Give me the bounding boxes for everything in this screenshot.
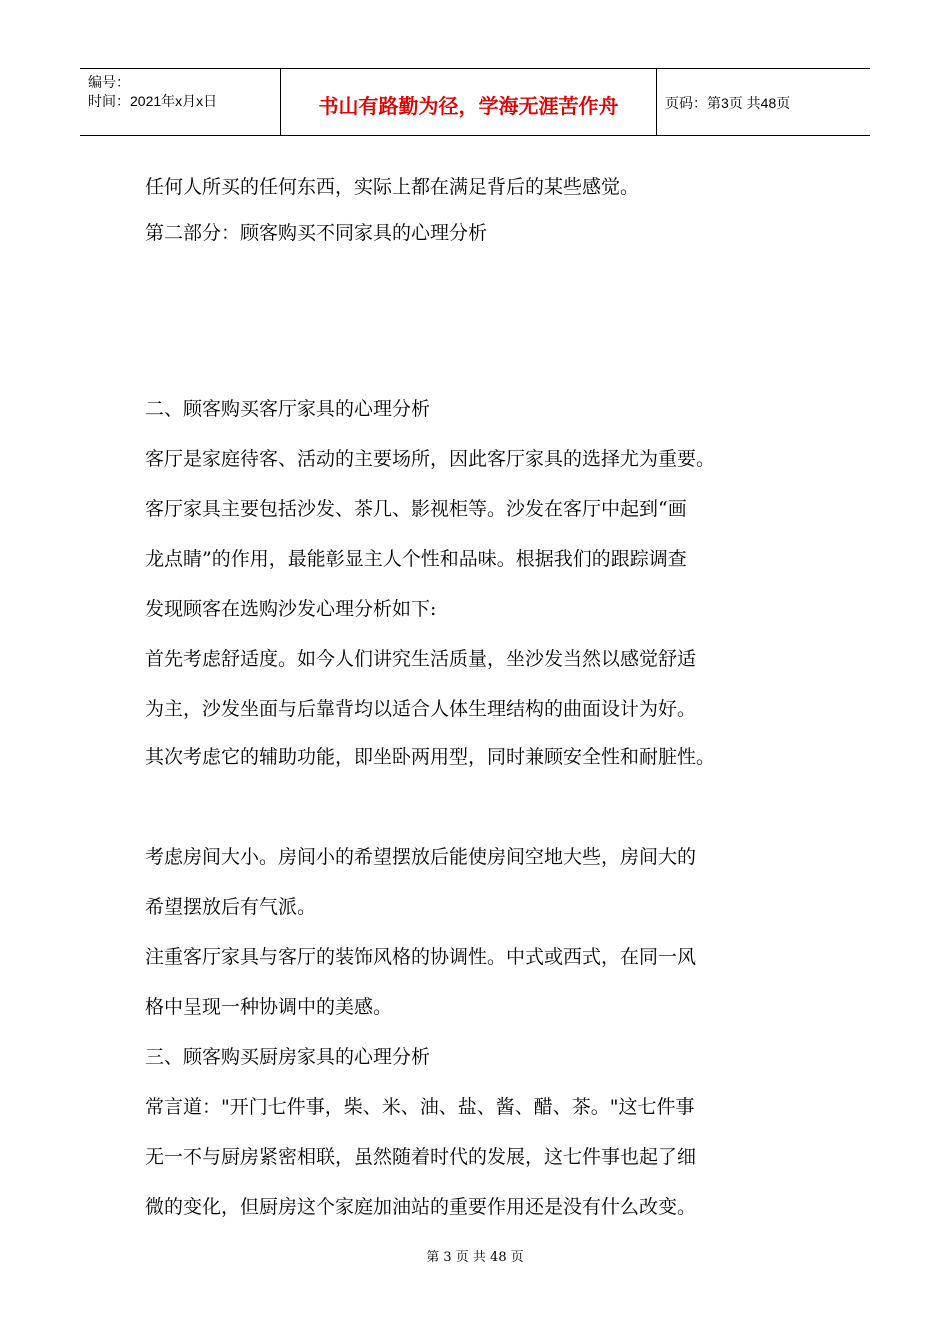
body-line: 希望摆放后有气派。 (145, 896, 317, 918)
section-heading: 二、顾客购买客厅家具的心理分析 (145, 398, 431, 420)
body-line: 龙点睛”的作用，最能彰显主人个性和品味。根据我们的跟踪调查 (145, 548, 687, 570)
body-line: 首先考虑舒适度。如今人们讲究生活质量，坐沙发当然以感觉舒适 (145, 648, 697, 670)
body-line: 注重客厅家具与客厅的装饰风格的协调性。中式或西式，在同一风 (145, 946, 697, 968)
body-line: 无一不与厨房紧密相联，虽然随着时代的发展，这七件事也起了细 (145, 1146, 697, 1168)
page-footer: 第 3 页 共 48 页 (426, 1250, 524, 1265)
body-line: 发现顾客在选购沙发心理分析如下: (145, 598, 437, 620)
document-date-label: 时间：2021年x月x日 (88, 93, 218, 109)
body-line: 任何人所买的任何东西，实际上都在满足背后的某些感觉。 (145, 176, 640, 198)
document-header (80, 68, 870, 136)
section-heading: 第二部分：顾客购买不同家具的心理分析 (145, 222, 488, 244)
body-line: 考虑房间大小。房间小的希望摆放后能使房间空地大些，房间大的 (145, 846, 697, 868)
header-meta-cell (80, 69, 281, 135)
body-line: 客厅是家庭待客、活动的主要场所，因此客厅家具的选择尤为重要。 (145, 448, 716, 470)
body-line: 其次考虑它的辅助功能，即坐卧两用型，同时兼顾安全性和耐脏性。 (145, 746, 716, 768)
section-heading: 三、顾客购买厨房家具的心理分析 (145, 1046, 431, 1068)
document-number-label: 编号： (88, 74, 130, 90)
body-line: 常言道："开门七件事，柴、米、油、盐、酱、醋、茶。"这七件事 (145, 1096, 695, 1118)
body-line: 微的变化，但厨房这个家庭加油站的重要作用还是没有什么改变。 (145, 1196, 697, 1218)
body-line: 客厅家具主要包括沙发、茶几、影视柜等。沙发在客厅中起到“画 (145, 498, 687, 520)
body-line: 为主，沙发坐面与后靠背均以适合人体生理结构的曲面设计为好。 (145, 698, 697, 720)
header-motto: 书山有路勤为径，学海无涯苦作舟 (281, 69, 657, 135)
header-page-info: 页码：第3页 共48页 (665, 95, 791, 111)
body-line: 格中呈现一种协调中的美感。 (145, 996, 393, 1018)
